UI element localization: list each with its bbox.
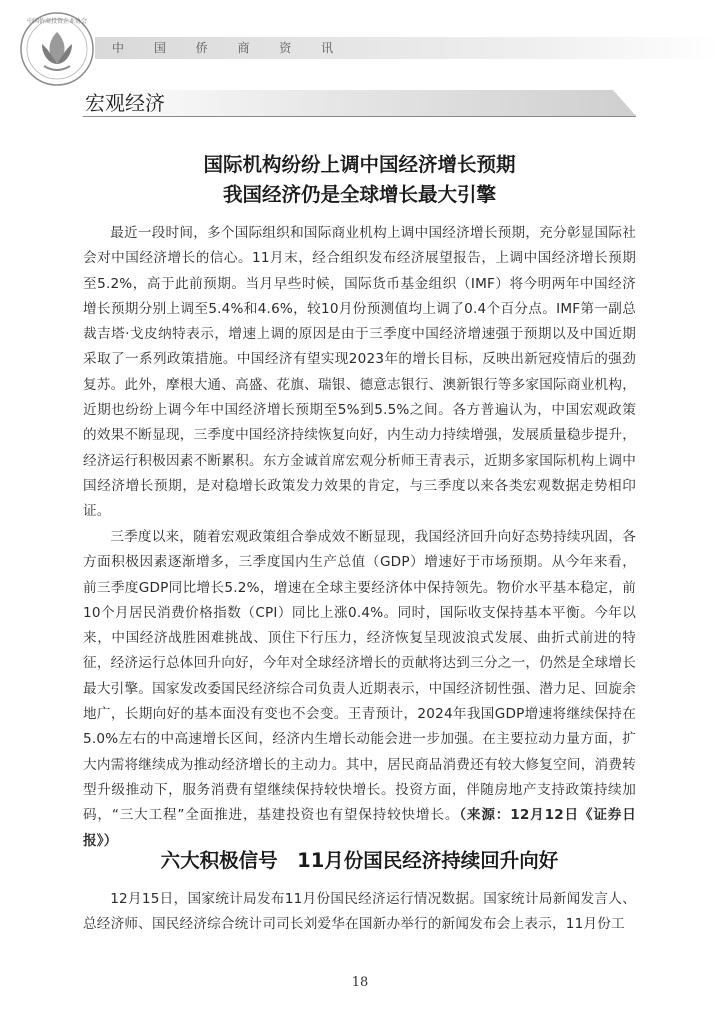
article2-paragraph-1: 12月15日，国家统计局发布11月份国民经济运行情况数据。国家统计局新闻发言人、总经济师、国民经济综合统计司司长刘爱华在国新办举行的新闻发布会上表示，11月份工 xyxy=(83,891,636,933)
publication-logo xyxy=(12,4,102,94)
article1-source: （来源：12月12日《证券日报》） xyxy=(83,807,636,849)
article1-title-line1: 国际机构纷纷上调中国经济增长预期 xyxy=(203,153,516,176)
logo-text: 中国侨商投资企业协会 xyxy=(26,18,88,25)
article1-title-line2: 我国经济仍是全球增长最大引擎 xyxy=(222,183,496,206)
section-title: 宏观经济 xyxy=(85,91,165,115)
article1-paragraph-2-text: 三季度以来，随着宏观政策组合拳成效不断显现，我国经济回升向好态势持续巩固，各方面积极因素逐渐增多，三季度国内生产总值（GDP）增速好于市场预期。从今年来看，前三季度GDP同比增长5.2%，增速在全球主要经济体中保持领先。物价水平基本稳定，前10个月居民消费价格指数（CPI）同比上涨0.4%。同时，国际收支保持基本平衡。今年以来，中国经济战胜困难挑战、顶住下行压力，经济恢复呈现波浪式发展、曲折式前进的特征，经济运行总体回升向好，今年对全球经济增长的贡献将达到三分之一，仍然是全球增长最大引擎。国家发改委国民经济综合司负责人近期表示，中国经济韧性强、潜力足、回旋余地广，长期向好的基本面没有变也不会变。王青预计，2024年我国GDP增速将继续保持在5.0%左右的中高速增长区间，经济内生增长动能会进一步加强。在主要拉动力量方面，扩大内需将继续成为推动经济增长的主动力。其中，居民商品消费还有较大修复空间，消费转型升级推动下，服务消费有望继续保持较快增长。投资方面，伴随房地产支持政策持续加码，“三大工程”全面推进，基建投资也有望保持较快增长。 xyxy=(83,529,636,824)
article2-title: 六大积极信号 11月份国民经济持续回升向好 xyxy=(160,849,559,872)
article1-paragraph-1: 最近一段时间，多个国际组织和国际商业机构上调中国经济增长预期，充分彰显国际社会对中国经济增长的信心。11月末，经合组织发布经济展望报告，上调中国经济增长预期至5.2%，高于此前预期。当月早些时候，国际货币基金组织（IMF）将今明两年中国经济增长预期分别上调至5.4%和4.6%，较10月份预测值均上调了0.4个百分点。IMF第一副总裁吉塔·戈皮纳特表示，增速上调的原因是由于三季度中国经济增速强于预期以及中国近期采取了一系列政策措施。中国经济有望实现2023年的增长目标，反映出新冠疫情后的强劲复苏。此外，摩根大通、高盛、花旗、瑞银、德意志银行、澳新银行等多家国际商业机构，近期也纷纷上调今年中国经济增长预期至5%到5.5%之间。各方普遍认为，中国宏观政策的效果不断显现，三季度中国经济持续恢复向好，内生动力持续增强，发展质量稳步提升，经济运行积极因素不断累积。东方金诚首席宏观分析师王青表示，近期多家国际机构上调中国经济增长预期，是对稳增长政策发力效果的肯定，与三季度以来各类宏观数据走势相印证。 xyxy=(83,225,636,520)
publication-name: 中 国 侨 商 资 讯 xyxy=(112,41,347,55)
section-band xyxy=(83,90,636,116)
page-number: 18 xyxy=(351,975,369,990)
article1-paragraph-2 xyxy=(83,525,636,854)
section-divider xyxy=(83,116,636,117)
